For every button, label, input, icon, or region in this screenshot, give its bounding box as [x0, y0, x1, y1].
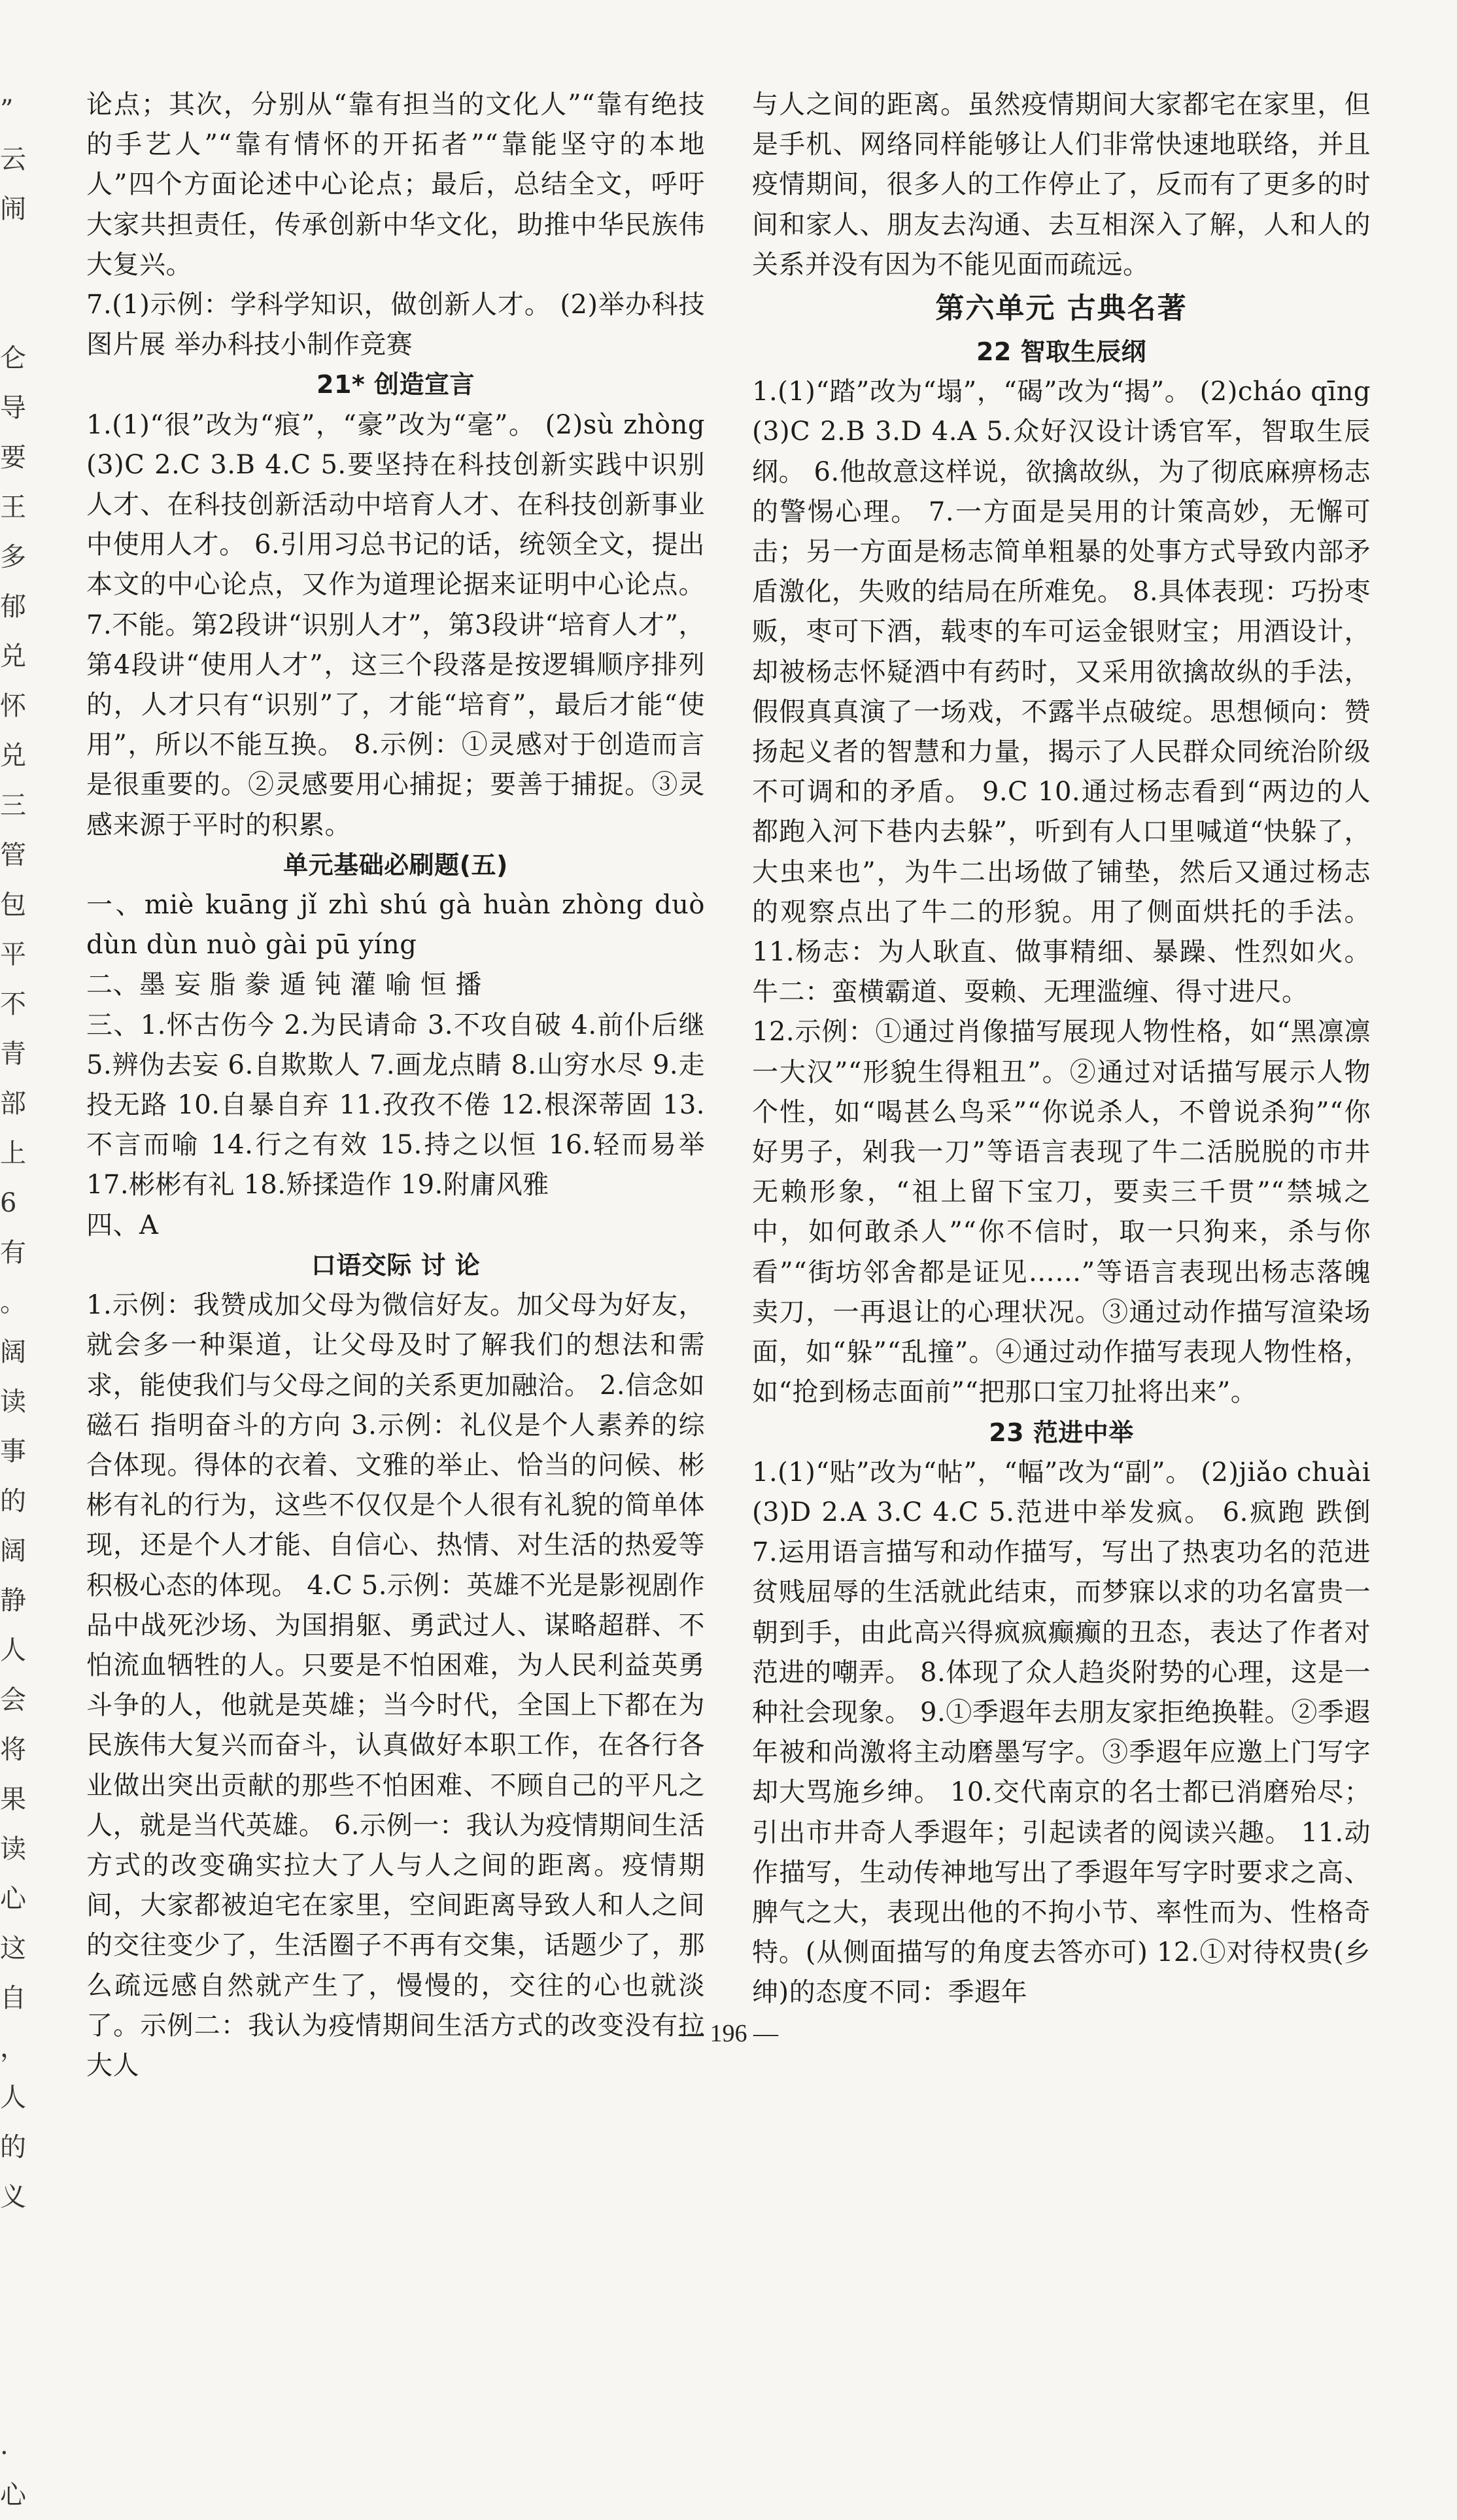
page-number: — 196 —	[679, 2020, 778, 2047]
margin-char: 义	[0, 2182, 26, 2212]
margin-char: 心	[0, 2480, 26, 2510]
section-heading: 口语交际 讨 论	[311, 1250, 481, 1280]
margin-char: 兑	[0, 641, 26, 672]
margin-char: 阔	[0, 1536, 26, 1566]
answer-paragraph: 1.示例：我赞成加父母为微信好友。加父母为好友，就会多一种渠道，让父母及时了解我们的想法和需求，能使我们与父母之间的关系更加融洽。 2.信念如磁石 指明奋斗的方向 3.示例：礼仪是个人素养的综合体现。得体的衣着、文雅的举止、恰当的问候、彬彬有礼的行为，这些不仅仅是个人很有礼貌的简单体现，还是个人才能、自信心、热情、对生活的热爱等积极心态的体现。 4.C 5.示例：英雄不光是影视剧作品中战死沙场、为国捐躯、勇武过人、谋略超群、不怕流血牺牲的人。只要是不怕困难，为人民利益英勇斗争的人，他就是英雄；当今时代，全国上下都在为民族伟大复兴而奋斗，认真做好本职工作，在各行各业做出突出贡献的那些不怕困难、不顾自己的平凡之人，就是当代英雄。 6.示例一：我认为疫情期间生活方式的改变确实拉大了人与人之间的距离。疫情期间，大家都被迫宅在家里，空间距离导致人和人之间的交往变少了，生活圈子不再有交集，话题少了，那么疏远感自然就产生了，慢慢的，交往的心也就淡了。示例二：我认为疫情期间生活方式的改变没有拉大人	[86, 1290, 705, 2081]
margin-char: 多	[0, 542, 26, 572]
margin-char: ”	[0, 95, 14, 125]
margin-char: 闹	[0, 194, 26, 224]
margin-char: 会	[0, 1685, 26, 1715]
margin-char: 的	[0, 1486, 26, 1516]
section-heading: 单元基础必刷题(五)	[283, 850, 508, 879]
margin-char: 郁	[0, 592, 26, 622]
section-heading: 21* 创造宣言	[317, 370, 475, 400]
margin-char: 将	[0, 1735, 26, 1765]
margin-char: 部	[0, 1089, 26, 1119]
margin-char: 包	[0, 890, 26, 920]
margin-char: 读	[0, 1387, 26, 1417]
margin-char: 管	[0, 840, 26, 870]
margin-char	[0, 2272, 30, 2321]
margin-char: 三	[0, 791, 26, 821]
margin-char: 怀	[0, 691, 26, 721]
margin-char: .	[0, 2430, 9, 2460]
answer-paragraph: 一、miè kuāng jǐ zhì shú gà huàn zhòng duò dùn dùn nuò gài pū yíng	[86, 890, 705, 961]
answer-paragraph: 1.(1)“贴”改为“帖”，“幅”改为“副”。 (2)jiǎo chuài (3)D 2.A 3.C 4.C 5.范进中举发疯。 6.疯跑 跌倒 7.运用语言描写和动作描写，写出了热衷功名的范进贫贱屈辱的生活就此结束，而梦寐以求的功名富贵一朝到手，由此高兴得疯疯癫癫的丑态，表达了作者对范进的嘲弄。 8.体现了众人趋炎附势的心理，这是一种社会现象。 9.①季遐年去朋友家拒绝换鞋。②季遐年被和尚激将主动磨墨写字。③季遐年应邀上门写字却大骂施乡绅。 10.交代南京的名士都已消磨殆尽；引出市井奇人季遐年；引起读者的阅读兴趣。 11.动作描写，生动传神地写出了季遐年写字时要求之高、脾气之大，表现出他的不拘小节、率性而为、性格奇特。(从侧面描写的角度去答亦可) 12.①对待权贵(乡绅)的态度不同：季遐年	[752, 1457, 1371, 2008]
margin-char: 心	[0, 1884, 26, 1914]
answer-paragraph: 三、1.怀古伤今 2.为民请命 3.不攻自破 4.前仆后继 5.辨伪去妄 6.自欺欺人 7.画龙点睛 8.山穷水尽 9.走投无路 10.自暴自弃 11.孜孜不倦 12.根深蒂固 13.不言而喻 14.行之有效 15.持之以恒 16.轻而易举 17.彬彬有礼 18.矫揉造作 19.附庸风雅	[86, 1010, 705, 1200]
margin-char: 静	[0, 1586, 26, 1616]
margin-char: 王	[0, 492, 26, 522]
margin-char	[0, 284, 30, 333]
margin-char: 要	[0, 443, 26, 473]
margin-char: 事	[0, 1437, 26, 1467]
margin-char: 青	[0, 1039, 26, 1069]
margin-char: 兑	[0, 741, 26, 771]
unit-heading: 第六单元 古典名著	[935, 292, 1188, 326]
answer-paragraph: 1.(1)“很”改为“痕”，“豪”改为“毫”。 (2)sù zhòng (3)C 2.C 3.B 4.C 5.要坚持在科技创新实践中识别人才、在科技创新活动中培育人才、在科技创新事业中使用人才。 6.引用习总书记的话，统领全文，提出本文的中心论点，又作为道理论据来证明中心论点。 7.不能。第2段讲“识别人才”，第3段讲“培育人才”，第4段讲“使用人才”，这三个段落是按逻辑顺序排列的，人才只有“识别”了，才能“培育”，最后才能“使用”，所以不能互换。 8.示例：①灵感对于创造而言是很重要的。②灵感要用心捕捉；要善于捕捉。③灵感来源于平时的积累。	[86, 409, 705, 840]
margin-char: 不	[0, 989, 26, 1019]
margin-char: 导	[0, 393, 26, 423]
margin-char: 上	[0, 1138, 26, 1168]
margin-char: 仑	[0, 343, 26, 373]
answer-paragraph: 四、A	[86, 1210, 159, 1240]
margin-char: 果	[0, 1784, 26, 1814]
margin-char: 人	[0, 1635, 26, 1665]
margin-char: 这	[0, 1933, 26, 1964]
answer-paragraph: 论点；其次，分别从“靠有担当的文化人”“靠有绝技的手艺人”“靠有情怀的开拓者”“靠能坚守的本地人”四个方面论述中心论点；最后，总结全文，呼吁大家共担责任，传承创新中华文化，助推中华民族伟大复兴。	[86, 90, 705, 280]
answer-paragraph: 12.示例：①通过肖像描写展现人物性格，如“黑凛凛一大汉”“形貌生得粗丑”。②通过对话描写展示人物个性，如“喝甚么鸟采”“你说杀人，不曾说杀狗”“你好男子，剁我一刀”等语言表现了牛二活脱脱的市井无赖形象，“祖上留下宝刀，要卖三千贯”“禁城之中，如何敢杀人”“你不信时，取一只狗来，杀与你看”“街坊邻舍都是证见……”等语言表现出杨志落魄卖刀，一再退让的心理状况。③通过动作描写渲染场面，如“躲”“乱撞”。④通过动作描写表现人物性格，如“抢到杨志面前”“把那口宝刀扯将出来”。	[752, 1017, 1371, 1408]
answer-paragraph: 1.(1)“踏”改为“塌”，“碣”改为“揭”。 (2)cháo qīng (3)C 2.B 3.D 4.A 5.众好汉设计诱官军，智取生辰纲。 6.他故意这样说，欲擒故纵，为了彻底麻痹杨志的警惕心理。 7.一方面是吴用的计策高妙，无懈可击；另一方面是杨志简单粗暴的处事方式导致内部矛盾激化，失败的结局在所难免。 8.具体表现：巧扮枣贩，枣可下酒，载枣的车可运金银财宝；用酒设计，却被杨志怀疑酒中有药时，又采用欲擒故纵的手法，假假真真演了一场戏，不露半点破绽。思想倾向：赞扬起义者的智慧和力量，揭示了人民群众同统治阶级不可调和的矛盾。 9.C 10.通过杨志看到“两边的人都跑入河下巷内去躲”，听到有人口里喊道“快躲了，大虫来也”，为牛二出场做了铺垫，然后又通过杨志的观察点出了牛二的形貌。用了侧面烘托的手法。 11.杨志：为人耿直、做事精细、暴躁、性烈如火。牛二：蛮横霸道、耍赖、无理滥缠、得寸进尺。	[752, 377, 1371, 1008]
answer-paragraph: 与人之间的距离。虽然疫情期间大家都宅在家里，但是手机、网络同样能够让人们非常快速地联络，并且疫情期间，很多人的工作停止了，反而有了更多的时间和家人、朋友去沟通、去互相深入了解，人和人的关系并没有因为不能见面而疏远。	[752, 90, 1371, 280]
margin-char: 阔	[0, 1337, 26, 1367]
margin-char: 有	[0, 1238, 26, 1268]
margin-char: 读	[0, 1834, 26, 1864]
section-heading: 23 范进中举	[989, 1418, 1134, 1447]
margin-char	[0, 2371, 30, 2421]
margin-char: 自	[0, 1983, 26, 2013]
left-margin-bleed-text	[0, 85, 30, 2520]
margin-char: 平	[0, 940, 26, 970]
margin-char: 云	[0, 145, 26, 175]
answer-paragraph: 二、墨 妄 脂 豢 遁 钝 灌 喻 恒 播	[86, 970, 482, 1000]
answer-paragraph: 7.(1)示例：学科学知识，做创新人才。 (2)举办科技图片展 举办科技小制作竞赛	[86, 290, 705, 360]
margin-char: 。	[0, 1287, 26, 1318]
answer-column-right	[752, 85, 1371, 2013]
section-heading: 22 智取生辰纲	[976, 337, 1147, 367]
margin-char: 6	[0, 1188, 17, 1218]
margin-char: 人	[0, 2083, 26, 2113]
margin-char	[0, 234, 30, 284]
margin-char: 的	[0, 2132, 26, 2162]
margin-char: ，	[0, 2033, 26, 2063]
margin-char	[0, 2321, 30, 2371]
margin-char	[0, 2222, 30, 2272]
answer-column-left	[86, 85, 705, 2086]
